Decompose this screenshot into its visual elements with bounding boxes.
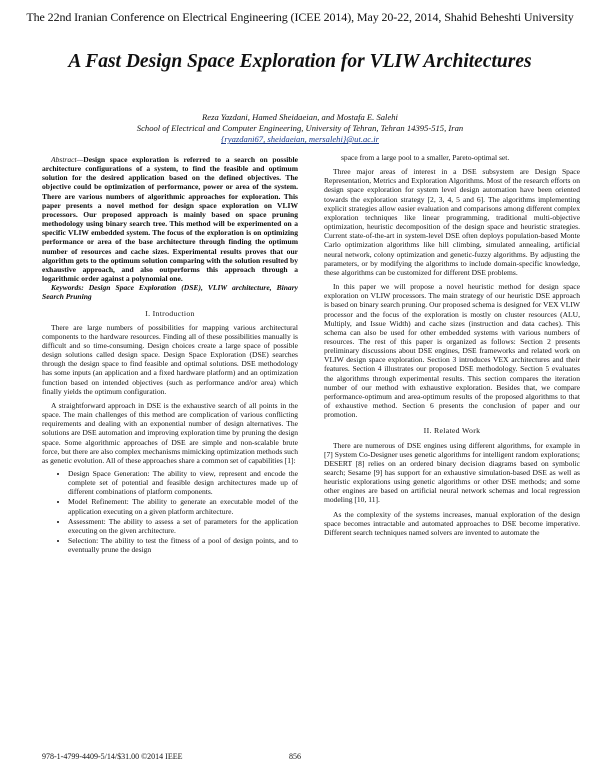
list-item: • Assessment: The ability to assess a set of parameters for the application executing on the given architecture. bbox=[68, 517, 298, 535]
right-column bbox=[324, 153, 580, 537]
email-link[interactable]: {ryazdani67, sheidaeian, mersalehi}@ut.ac.ir bbox=[221, 134, 379, 144]
list-item: • Design Space Generation: The ability to view, represent and encode the complete set of potential and feasible design architectures made up of different combinations of platform components. bbox=[68, 469, 298, 496]
list-item: • Model Refinement: The ability to generate an executable model of the application executing on a given platform architecture. bbox=[68, 497, 298, 515]
footer-isbn: 978-1-4799-4409-5/14/$31.00 ©2014 IEEE bbox=[42, 752, 183, 761]
dse-areas-paragraph: Three major areas of interest in a DSE subsystem are Design Space Representation, Metrics and Exploration Algorithms. Most of the research efforts on design space exploration for system level design automation have been oriented towards the exploration strategy [2, 3, 4, 5 and 6]. The algorithms implementing explicit strategies allow easier evaluation and comparisons among different complex exploration techniques like linear programming, traditional multi-objective optimization, heuristic decomposition of the design space and heuristic strategies. Current state-of-the-art in system-level DSE often deploys population-based Monte Carlo optimization algorithms like hill climbing, simulated annealing, artificial neural network, colony optimization and genetic-fuzzy algorithms. By adjusting the parameters, or by modifying the algorithms to include domain-specific knowledge, these algorithms can be customized for different DSE problems. bbox=[324, 167, 580, 277]
left-column bbox=[42, 155, 298, 555]
section-heading-related-work: II. Related Work bbox=[423, 426, 481, 436]
author-names: Reza Yazdani, Hamed Sheidaeian, and Mostafa E. Salehi bbox=[202, 112, 398, 122]
affiliation: School of Electrical and Computer Engineering, University of Tehran, Tehran 14395-515, Iran bbox=[136, 123, 464, 133]
author-block bbox=[60, 112, 540, 145]
abstract bbox=[42, 155, 298, 283]
list-item: • Selection: The ability to test the fitness of a pool of design points, and to eventually prune the design bbox=[68, 536, 298, 554]
intro-paragraph-1: There are large numbers of possibilities for mapping various architectural components to the hardware resources. Finding all of these possibilities manually is difficult and so time-consuming. Design choices create a large space of possible design solutions called design space. Design Space Exploration (DSE) searches through the design space to find feasible and optimal solutions. DSE methodology has some inputs (an application and a fixed hardware platform) and an optimization function based on intended objectives (such as performance and/or area) which finally yields the optimum configuration. bbox=[42, 322, 298, 396]
paper-title: A Fast Design Space Exploration for VLIW Architectures bbox=[68, 51, 532, 72]
conference-header: The 22nd Iranian Conference on Electrical Engineering (ICEE 2014), May 20-22, 2014, Shahid Beheshti University bbox=[26, 10, 574, 24]
proposal-paragraph: In this paper we will propose a novel heuristic method for design space exploration on VLIW processors. The main strategy of our heuristic DSE approach is based on binary search pruning. Our proposed schema is designed for VEX VLIW processor and the focus of the exploration is mostly on cluster resources (ALU, Multiply, and Issue Width) and cache sizes (instruction and data caches). This schema can also be used for other embedded systems with various numbers of resources. The rest of this paper is organized as follows: Section 2 presents preliminary discussions about DSE engines, DSE frameworks and related work on VLIW design space exploration. Section 3 introduces VEX architectures and their features. Section 4 illustrates our proposed DSE methodology. Section 5 evaluates the algorithms through experimental results. This section compares the iteration number of our method with exhaustive exploration. Besides that, we compare performance-optimum and area-optimum results of the proposed algorithms to that of exhaustive method. Section 6 presents the conclusion of paper and our promotion. bbox=[324, 282, 580, 420]
related-work-paragraph-1: There are numerous of DSE engines using different algorithms, for example in [7] System Co-Designer uses genetic algorithms for intelligent random explorations; DESERT [8] relies on an ordered binary decision diagrams based on symbolic search; Sesame [9] has support for an exhaustive simulation-based DSE as well as heuristic explorations using genetic algorithms or other DSE methods; and some other engines are based on artificial neural network schemas and local regression modeling [10, 11]. bbox=[324, 440, 580, 505]
abstract-label: Abstract— bbox=[51, 155, 84, 164]
page-number: 856 bbox=[289, 752, 301, 761]
related-work-paragraph-2: As the complexity of the systems increases, manual exploration of the design space becomes intractable and automated approaches to DSE become imperative. Different search techniques named solvers are invented to automate the bbox=[324, 509, 580, 537]
capability-list bbox=[42, 469, 298, 554]
intro-paragraph-2: A straightforward approach in DSE is the exhaustive search of all points in the space. The main challenges of this method are complication of various conflicting requirements and dealing with an exponential number of design alternatives. The solutions are DSE automation and improving exploration time by pruning the design space. Some algorithmic approaches of DSE are simple and non-scalable brute force, but there are also complex mechanisms mimicking optimization methods such as genetic evolution. All of these approaches share a common set of capabilities [1]: bbox=[42, 400, 298, 465]
section-heading-introduction: I. Introduction bbox=[145, 308, 195, 318]
abstract-text: Design space exploration is referred to a search on possible architecture configurations of a system, to find the feasible and optimum solution for the desired application based on the defined objectives. The objective could be optimization of performance, power or area of the system. There are various numbers of algorithmic approaches for exploration. This paper presents a novel method for design space exploration on VLIW processors. Our proposed approach is mainly based on space pruning methodology using binary search tree. This method will be experimented on a specific VLIW embedded system. The focus of the exploration is on optimizing performance or area of the base architecture through finding the optimum number of resources and cache sizes. Experimental results proves that our algorithm gets to the optimum solution comparing with the solution resulted by exhaustive approach, and also outperforms this approach through a logarithmic order against a polynomial one. bbox=[42, 155, 298, 284]
keywords: Keywords: Design Space Exploration (DSE), VLIW architecture, Binary Search Pruning bbox=[42, 283, 298, 302]
bullet-continuation: space from a large pool to a smaller, Pareto-optimal set. bbox=[341, 153, 510, 162]
